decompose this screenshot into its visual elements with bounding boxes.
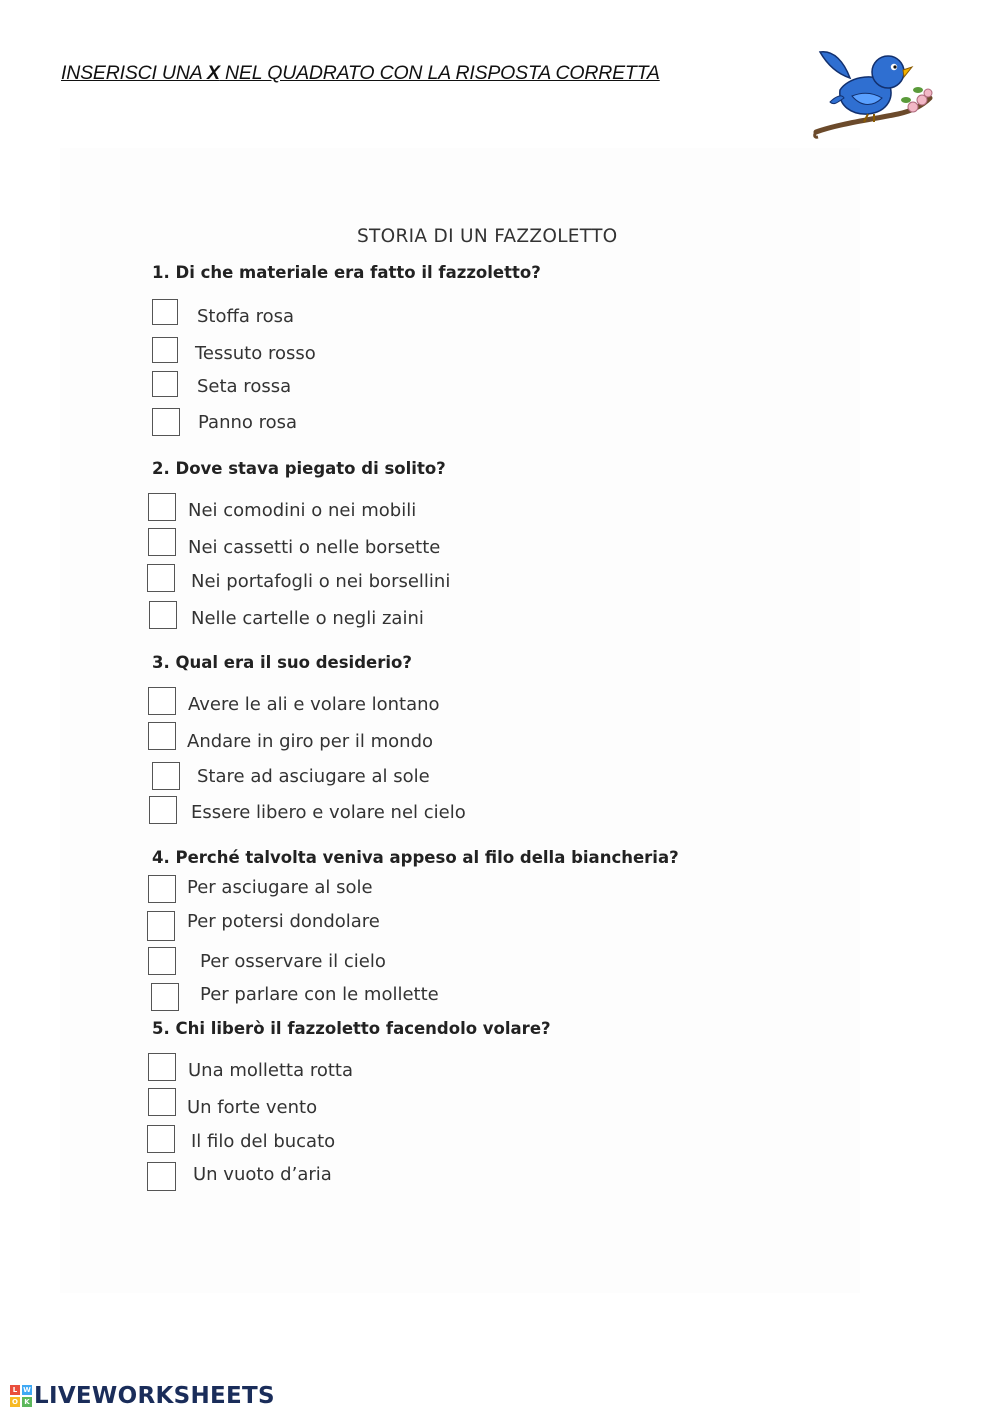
q2-option-2-checkbox[interactable] — [148, 528, 176, 556]
q5-option-2-label: Un forte vento — [187, 1097, 318, 1118]
worksheet-title: STORIA DI UN FAZZOLETTO — [357, 226, 618, 247]
question-1-text: 1. Di che materiale era fatto il fazzoletto? — [152, 263, 541, 282]
q1-option-4-label: Panno rosa — [198, 412, 298, 433]
q4-option-2-checkbox[interactable] — [147, 911, 175, 941]
q5-option-3-checkbox[interactable] — [147, 1125, 175, 1153]
q4-option-2-label: Per potersi dondolare — [187, 911, 380, 932]
logo-square-3: O — [10, 1397, 20, 1407]
q1-option-2-label: Tessuto rosso — [195, 343, 316, 364]
q3-option-4-label: Essere libero e volare nel cielo — [191, 802, 466, 823]
q1-option-1-checkbox[interactable] — [152, 299, 178, 325]
q3-option-3-label: Stare ad asciugare al sole — [197, 766, 430, 787]
q1-option-3-label: Seta rossa — [197, 376, 292, 397]
question-4-text: 4. Perché talvolta veniva appeso al filo della biancheria? — [152, 848, 679, 867]
q4-option-4-checkbox[interactable] — [151, 983, 179, 1011]
q1-option-4-checkbox[interactable] — [152, 408, 180, 436]
q2-option-1-checkbox[interactable] — [148, 493, 176, 521]
q3-option-2-label: Andare in giro per il mondo — [187, 731, 434, 752]
liveworksheets-logo-icon — [10, 1385, 32, 1407]
logo-square-1: L — [10, 1385, 20, 1395]
q3-option-3-checkbox[interactable] — [152, 762, 180, 790]
question-5-text: 5. Chi liberò il fazzoletto facendolo volare? — [152, 1019, 551, 1038]
q5-option-1-checkbox[interactable] — [148, 1053, 176, 1081]
q3-option-2-checkbox[interactable] — [148, 722, 176, 750]
worksheet-area — [60, 148, 860, 1293]
q4-option-1-checkbox[interactable] — [148, 875, 176, 903]
q3-option-1-label: Avere le ali e volare lontano — [188, 694, 440, 715]
instruction-heading: INSERISCI UNA X NEL QUADRATO CON LA RISPOSTA CORRETTA — [61, 62, 660, 84]
q5-option-2-checkbox[interactable] — [148, 1088, 176, 1116]
q3-option-4-checkbox[interactable] — [149, 796, 177, 824]
q4-option-1-label: Per asciugare al sole — [187, 877, 373, 898]
q5-option-4-label: Un vuoto d’aria — [193, 1164, 332, 1185]
q2-option-4-label: Nelle cartelle o negli zaini — [191, 608, 424, 629]
q2-option-3-checkbox[interactable] — [147, 564, 175, 592]
logo-square-2: W — [23, 1386, 31, 1394]
q1-option-1-label: Stoffa rosa — [197, 306, 295, 327]
bluebird-on-branch-icon — [808, 40, 936, 144]
instruction-x: X — [207, 62, 220, 84]
q2-option-4-checkbox[interactable] — [149, 601, 177, 629]
brand-name[interactable]: LIVEWORKSHEETS — [34, 1383, 275, 1409]
question-3-text: 3. Qual era il suo desiderio? — [152, 653, 412, 672]
q4-option-4-label: Per parlare con le mollette — [200, 984, 439, 1005]
q1-option-2-checkbox[interactable] — [152, 337, 178, 363]
q2-option-3-label: Nei portafogli o nei borsellini — [191, 571, 451, 592]
q5-option-1-label: Una molletta rotta — [188, 1060, 353, 1081]
q2-option-1-label: Nei comodini o nei mobili — [188, 500, 417, 521]
logo-square-4: K — [22, 1397, 32, 1407]
question-2-text: 2. Dove stava piegato di solito? — [152, 459, 446, 478]
q1-option-3-checkbox[interactable] — [152, 371, 178, 397]
q5-option-4-checkbox[interactable] — [147, 1162, 176, 1191]
q5-option-3-label: Il filo del bucato — [191, 1131, 336, 1152]
liveworksheets-footer — [10, 1381, 275, 1411]
q2-option-2-label: Nei cassetti o nelle borsette — [188, 537, 441, 558]
q3-option-1-checkbox[interactable] — [148, 687, 176, 715]
q4-option-3-label: Per osservare il cielo — [200, 951, 386, 972]
q4-option-3-checkbox[interactable] — [148, 947, 176, 975]
